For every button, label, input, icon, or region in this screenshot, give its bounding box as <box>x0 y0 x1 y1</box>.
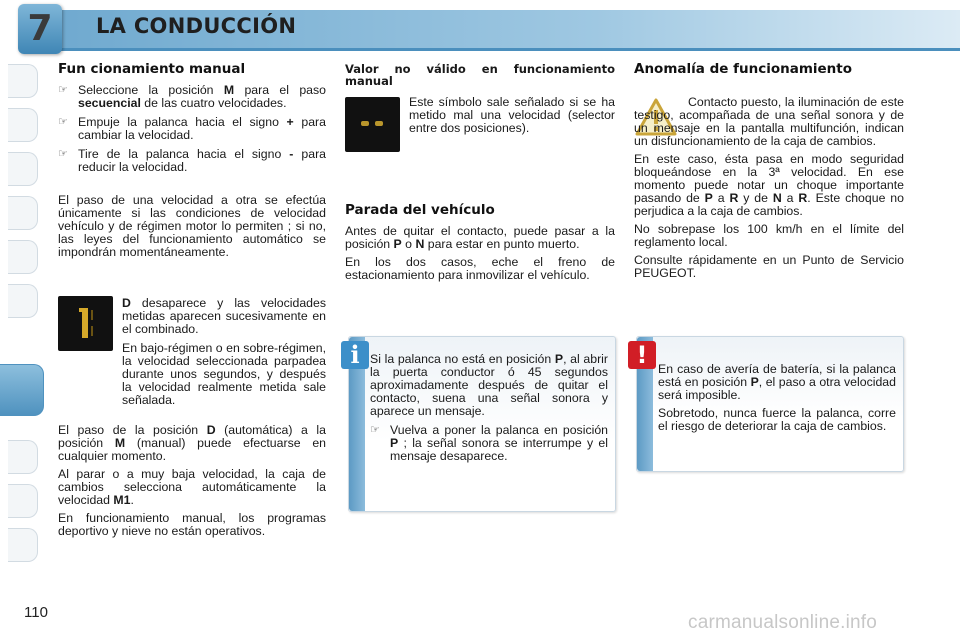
text-bold: P <box>554 352 564 366</box>
text: para reducir la velocidad. <box>78 147 327 174</box>
text-bold: M <box>223 83 235 97</box>
text-bold: D <box>122 296 131 310</box>
text-bold: N <box>415 237 425 251</box>
column-malfunction <box>634 63 904 84</box>
text-bold: D <box>206 423 216 437</box>
paragraph <box>370 353 608 418</box>
paragraph: El paso de una velocidad a otra se efectúa únicamente si las condiciones de velocidad vehículo y de régimen motor lo permiten ; si no, las leyes del funcionamiento automático se impondrán momentáneamente. <box>58 193 326 259</box>
text: o <box>401 237 416 251</box>
chapter-index-tabs <box>0 64 42 584</box>
pointing-hand-icon: ☞ <box>370 424 380 436</box>
chapter-tab-6[interactable] <box>8 284 38 318</box>
paragraph: En bajo-régimen o en sobre-régimen, la velocidad seleccionada parpadea durante unos segundos, y después la velocidad realmente metida sale señalada. <box>122 341 326 407</box>
invalid-gear-indicator-icon <box>345 97 400 152</box>
list-item <box>58 84 326 110</box>
paragraph: En funcionamiento manual, los programas deportivo y nieve no están operativos. <box>58 511 326 538</box>
text: , al abrir la puerta conductor ó 45 segundos aproximadamente después de quitar el contacto, suena una señal sonora y aparece un mensaje. <box>370 352 608 418</box>
list-item <box>370 424 608 463</box>
exclamation-icon: ! <box>628 341 656 369</box>
info-icon: i <box>341 341 369 369</box>
paragraph: Contacto puesto, la iluminación de este testigo, acompañada de una señal sonora y de un mensaje en la pantalla multifunción, indican un disfuncionamiento de la caja de cambios. <box>634 95 904 148</box>
d-indicator-text <box>122 297 326 341</box>
text: En este caso, ésta pasa en modo seguridad bloqueándose en la 3ª velocidad. En ese momento puede notar un choque importante pasando de <box>634 152 904 205</box>
chapter-tab-9[interactable] <box>8 484 38 518</box>
text-bold: R <box>798 191 808 205</box>
text: desaparece y las velocidades metidas aparecen sucesivamente en el combinado. <box>122 296 326 336</box>
paragraph: Este símbolo sale señalado si se ha metido mal una velocidad (selector entre dos posiciones). <box>409 95 615 135</box>
chapter-tab-8[interactable] <box>8 440 38 474</box>
pointing-hand-icon: ☞ <box>58 116 68 128</box>
text: para el paso <box>234 83 326 97</box>
paragraph <box>58 468 326 507</box>
text: de las cuatro velocidades. <box>140 96 287 110</box>
chapter-tab-1[interactable] <box>8 64 38 98</box>
text: . <box>130 493 134 507</box>
chapter-tab-5[interactable] <box>8 240 38 274</box>
section-heading-malfunction: Anomalía de funcionamiento <box>634 61 853 77</box>
column-invalid-value <box>345 63 615 87</box>
text: (automática) a la posición <box>58 423 326 450</box>
text: para cambiar la velocidad. <box>78 115 326 142</box>
warning-note-body <box>658 363 896 433</box>
chapter-tab-10[interactable] <box>8 528 38 562</box>
column-manual-operation <box>58 63 326 264</box>
text: Empuje la palanca hacia el signo <box>78 115 287 129</box>
text: . Este choque no perjudica a la caja de cambios. <box>634 191 904 218</box>
text: para estar en punto muerto. <box>424 237 580 251</box>
header-rule <box>50 48 960 51</box>
section-heading-invalid: Valor no válido en funcionamiento manual <box>345 62 615 88</box>
malfunction-text <box>634 96 904 285</box>
text-bold: N <box>772 191 782 205</box>
chapter-tab <box>18 4 62 54</box>
text-bold: P <box>750 375 759 389</box>
watermark: carmanualsonline.info <box>688 612 878 633</box>
page-number: 110 <box>24 604 48 621</box>
chapter-number: 7 <box>27 8 53 49</box>
text: Tire de la palanca hacia el signo <box>78 147 290 161</box>
text: a <box>781 191 799 205</box>
text-bold: M <box>114 436 126 450</box>
paragraph: Sobretodo, nunca fuerce la palanca, corre el riesgo de deteriorar la caja de cambios. <box>658 406 896 433</box>
text: Seleccione la posición <box>78 83 224 97</box>
text-bold: secuencial <box>78 96 141 110</box>
text-bold: + <box>286 115 294 129</box>
section-heading-manual: Fun cionamiento manual <box>58 61 246 77</box>
paragraph: En los dos casos, eche el freno de estacionamiento para inmovilizar el vehículo. <box>345 255 615 282</box>
column-manual-operation-end <box>58 424 326 543</box>
invalid-value-text <box>409 96 615 140</box>
text-bold: M1 <box>113 493 131 507</box>
text-bold: P <box>393 237 402 251</box>
info-note-body <box>370 353 608 469</box>
text: Antes de quitar el contacto, puede pasar a la posición <box>345 224 615 251</box>
section-heading-stop: Parada del vehículo <box>345 202 495 218</box>
chapter-tab-3[interactable] <box>8 152 38 186</box>
list-item <box>58 148 326 174</box>
chapter-tab-7-active[interactable] <box>0 364 44 416</box>
pointing-hand-icon: ☞ <box>58 84 68 96</box>
list-item <box>58 116 326 142</box>
paragraph: Consulte rápidamente en un Punto de Servicio PEUGEOT. <box>634 253 904 280</box>
text-bold: - <box>289 147 294 161</box>
paragraph <box>345 225 615 251</box>
text-bold: P <box>704 191 713 205</box>
text: Al parar o a muy baja velocidad, la caja de cambios selecciona automáticamente la velocidad <box>58 467 326 507</box>
column-vehicle-stop <box>345 204 615 287</box>
text: Vuelva a poner la palanca en posición <box>390 423 608 437</box>
text-bold: P <box>390 436 399 450</box>
text: Si la palanca no está en posición <box>370 352 555 366</box>
text-bold: R <box>729 191 739 205</box>
paragraph <box>658 363 896 402</box>
text: a <box>712 191 730 205</box>
paragraph <box>58 424 326 463</box>
text: (manual) puede efectuarse en cualquier momento. <box>58 436 326 463</box>
paragraph <box>634 153 904 218</box>
paragraph: No sobrepase los 100 km/h en el límite del reglamento local. <box>634 222 904 249</box>
text: En caso de avería de batería, si la palanca está en posición <box>658 362 896 389</box>
page-title: LA CONDUCCIÓN <box>96 14 297 38</box>
chapter-tab-2[interactable] <box>8 108 38 142</box>
chapter-tab-4[interactable] <box>8 196 38 230</box>
text: ; la señal sonora se interrumpe y el mensaje desaparece. <box>390 436 608 463</box>
text: y de <box>738 191 773 205</box>
pointing-hand-icon: ☞ <box>58 148 68 160</box>
text: El paso de la posición <box>58 423 207 437</box>
column-manual-operation-cont <box>58 342 326 412</box>
text: , el paso a otra velocidad será imposible. <box>658 375 896 402</box>
